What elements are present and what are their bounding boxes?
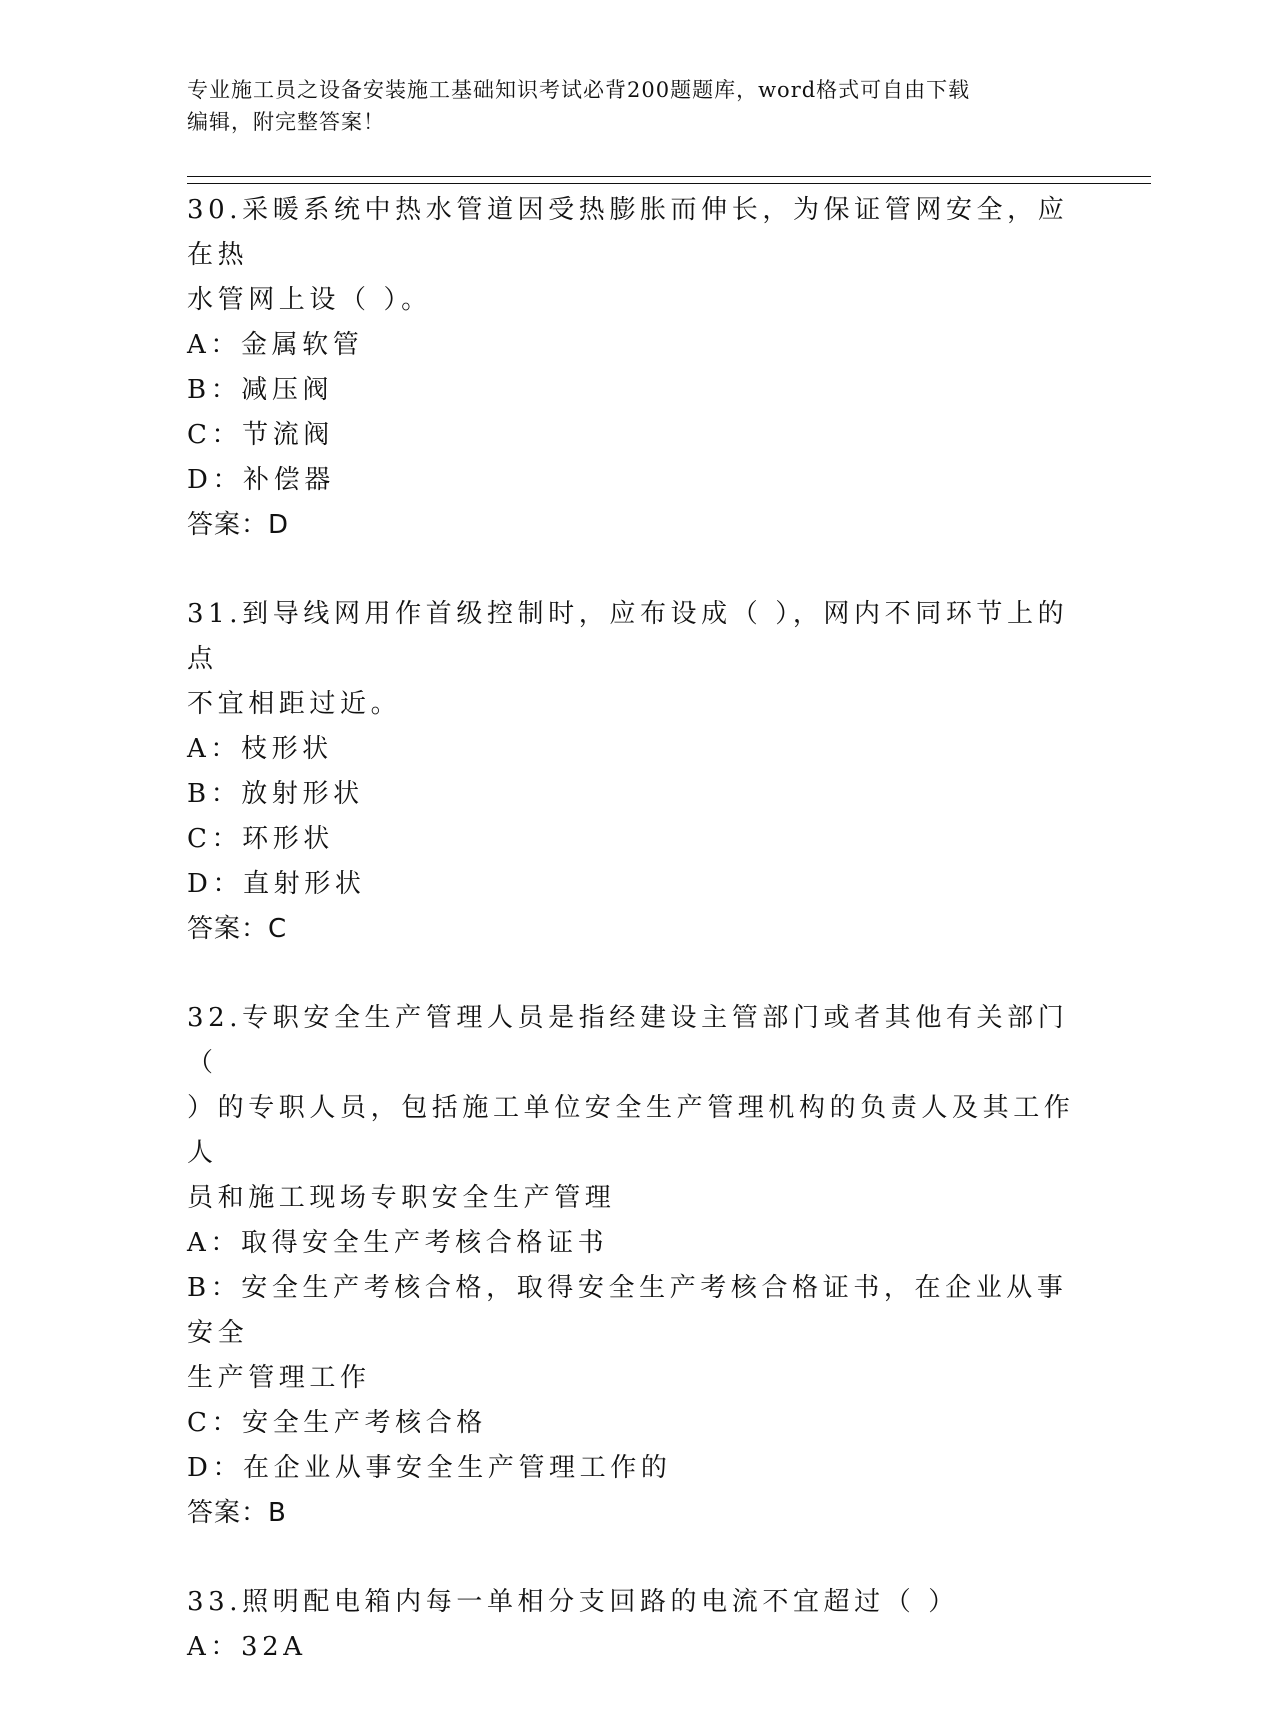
- question-list: [187, 188, 1087, 1714]
- question-stem-line: 31.到导线网用作首级控制时，应布设成（ ），网内不同环节上的点: [187, 599, 1069, 674]
- option-c: C：节流阀: [187, 420, 334, 450]
- question-stem-line: 水管网上设（ ）。: [187, 285, 432, 315]
- option-b: B：放射形状: [187, 779, 364, 809]
- question-stem-line: ）的专职人员，包括施工单位安全生产管理机构的负责人及其工作人: [187, 1093, 1075, 1168]
- option-d: D：在企业从事安全生产管理工作的: [187, 1453, 672, 1483]
- question-stem-line: 不宜相距过近。: [187, 689, 402, 719]
- answer-line: 答案：B: [187, 1498, 287, 1528]
- question-stem-line: 员和施工现场专职安全生产管理: [187, 1183, 616, 1213]
- option-c: C：环形状: [187, 824, 334, 854]
- answer-line: 答案：C: [187, 914, 288, 944]
- option-b: B：安全生产考核合格，取得安全生产考核合格证书，在企业从事安全: [187, 1273, 1068, 1348]
- option-d: D：补偿器: [187, 465, 335, 495]
- answer-line: 答案：D: [187, 510, 290, 540]
- question-stem-line: 30.采暖系统中热水管道因受热膨胀而伸长，为保证管网安全，应在热: [187, 195, 1069, 270]
- question-31: [187, 592, 1087, 952]
- option-a: A：32A: [187, 1632, 307, 1662]
- option-c: C：安全生产考核合格: [187, 1408, 487, 1438]
- question-stem-line: 32.专职安全生产管理人员是指经建设主管部门或者其他有关部门（: [187, 1003, 1069, 1078]
- question-33: [187, 1580, 1087, 1670]
- option-b: B：减压阀: [187, 375, 334, 405]
- question-32: [187, 996, 1087, 1536]
- option-a: A：取得安全生产考核合格证书: [187, 1228, 609, 1258]
- header-title-line-1: 专业施工员之设备安装施工基础知识考试必背200题题库，word格式可自由下载: [187, 78, 971, 102]
- header-double-rule: [187, 176, 1151, 184]
- option-a: A：金属软管: [187, 330, 364, 360]
- question-stem-line: 33.照明配电箱内每一单相分支回路的电流不宜超过（ ）: [187, 1587, 959, 1617]
- option-d: D：直射形状: [187, 869, 366, 899]
- option-a: A：枝形状: [187, 734, 333, 764]
- option-b-continued: 生产管理工作: [187, 1363, 371, 1393]
- question-30: [187, 188, 1087, 548]
- document-header: [187, 74, 1067, 138]
- header-title-line-2: 编辑，附完整答案！: [187, 110, 385, 134]
